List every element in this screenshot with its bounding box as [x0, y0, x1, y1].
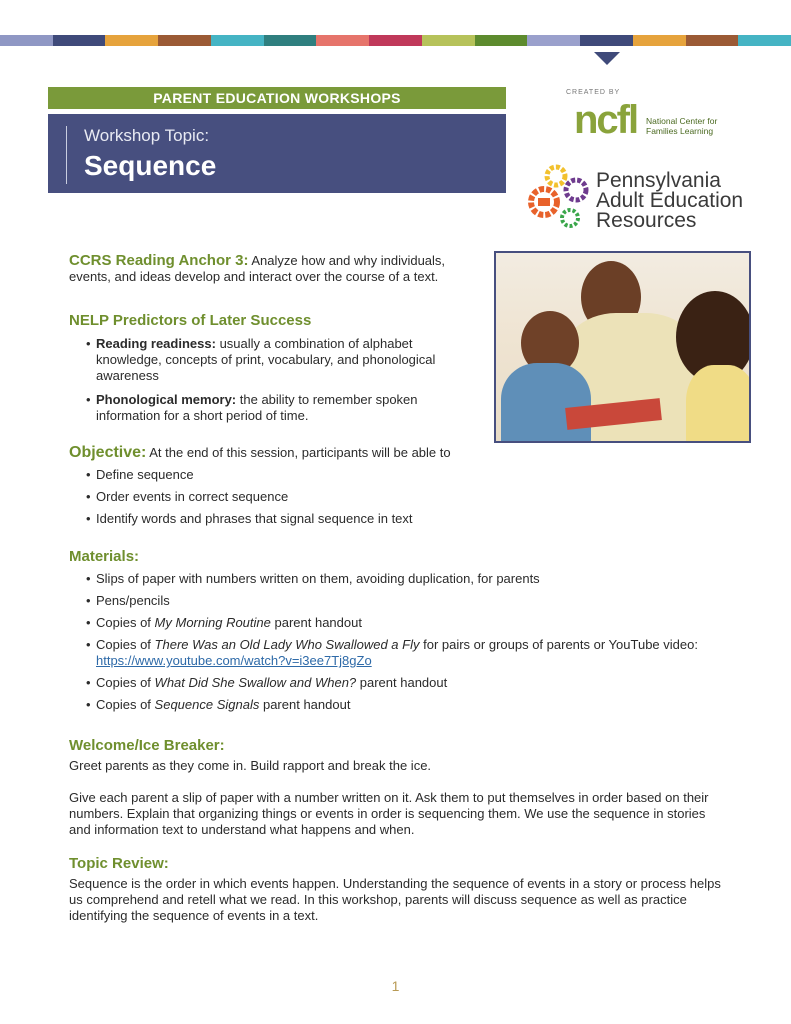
text: parent handout: [356, 675, 448, 690]
ncfl-org-line: National Center for: [646, 116, 718, 126]
term: Phonological memory:: [96, 392, 237, 407]
family-reading-photo: [494, 251, 751, 443]
welcome-paragraph: Greet parents as they come in. Build rapport and break the ice.: [69, 758, 432, 773]
list-item: • Order events in correct sequence: [69, 489, 729, 505]
definition: the ability to remember spoken information for a short period of time.: [96, 392, 418, 423]
stripe-segment: [738, 35, 791, 46]
pa-resources-wordmark: [596, 171, 743, 231]
text: Copies of: [96, 697, 155, 712]
gears-icon: [524, 162, 594, 234]
materials-heading: Materials:: [69, 548, 140, 565]
stripe-segment: [422, 35, 475, 46]
materials-list: [69, 571, 729, 713]
list-item: [69, 637, 729, 669]
list-item: [69, 615, 729, 631]
page-number: 1: [391, 978, 400, 994]
workshop-banner: PARENT EDUCATION WORKSHOPS: [48, 87, 506, 109]
ccrs-heading: CCRS Reading Anchor 3:: [69, 252, 249, 269]
stripe-segment: [53, 35, 106, 46]
stripe-segment: [369, 35, 422, 46]
welcome-paragraph: Give each parent a slip of paper with a number written on it. Ask them to put themselves in order based on their numbers. Explain that organizing things or events in order is sequencing them. We use the sequence in stories and information text to understand what happens and when.: [69, 790, 709, 837]
title: Sequence Signals: [154, 697, 260, 712]
text: parent handout: [259, 697, 351, 712]
review-heading: Topic Review:: [69, 855, 169, 872]
nelp-section: [69, 313, 479, 424]
materials-section: [69, 549, 729, 713]
pa-line: Resources: [596, 209, 697, 232]
list-item: • Identify words and phrases that signal sequence in text: [69, 511, 729, 527]
stripe-segment: [527, 35, 580, 46]
definition: usually a combination of alphabet knowledge, concepts of print, vocabulary, and phonological awareness: [96, 336, 436, 383]
stripe-segment: [158, 35, 211, 46]
stripe-segment: [0, 35, 53, 46]
stripe-segment: [105, 35, 158, 46]
photo-figure: [501, 363, 591, 443]
stripe-segment: [475, 35, 528, 46]
topic-label: Workshop Topic:: [84, 126, 210, 145]
text: Copies of: [96, 637, 155, 652]
objective-section: [69, 445, 729, 527]
objective-intro: At the end of this session, participants will be able to: [149, 445, 451, 460]
pa-line: Adult Education: [596, 189, 744, 212]
stripe-segment: [211, 35, 264, 46]
top-color-stripe: [0, 35, 791, 46]
stripe-segment: [264, 35, 317, 46]
title: My Morning Routine: [154, 615, 271, 630]
photo-figure: [686, 365, 751, 443]
list-item: [69, 392, 479, 424]
ccrs-text: Analyze how and why individuals, events, and ideas develop and interact over the course of a text.: [69, 253, 446, 284]
stripe-segment: [580, 35, 633, 46]
list-item: • Define sequence: [69, 467, 729, 483]
nelp-list: [69, 336, 479, 424]
ncfl-org-name: [646, 116, 717, 136]
objective-list: [69, 467, 729, 527]
pa-line: Pennsylvania: [596, 169, 721, 192]
list-item: • Slips of paper with numbers written on them, avoiding duplication, for parents: [69, 571, 729, 587]
ccrs-section: [69, 253, 484, 285]
topic-title: Sequence: [84, 150, 217, 181]
review-section: [69, 856, 729, 924]
nelp-heading: NELP Predictors of Later Success: [69, 312, 312, 329]
list-item: • Pens/pencils: [69, 593, 729, 609]
ncfl-org-line: Families Learning: [646, 126, 714, 136]
list-item: [69, 336, 479, 384]
welcome-heading: Welcome/Ice Breaker:: [69, 737, 225, 754]
objective-heading: Objective:: [69, 444, 147, 461]
review-paragraph: Sequence is the order in which events happen. Understanding the sequence of events in a story or process helps us comprehend and retell what we read. In this workshop, parents will discuss sequence as well as practice identifying the sequence of events in a text.: [69, 876, 721, 923]
ncfl-logo: [560, 84, 760, 154]
stripe-segment: [316, 35, 369, 46]
youtube-link[interactable]: https://www.youtube.com/watch?v=i3ee7Tj8gZo: [96, 653, 372, 668]
stripe-segment: [633, 35, 686, 46]
welcome-section: [69, 738, 729, 838]
text: parent handout: [270, 615, 362, 630]
ncfl-wordmark: ncfl: [574, 98, 638, 142]
topic-divider: [66, 126, 67, 184]
stripe-segment: [686, 35, 739, 46]
topic-box: [48, 114, 506, 193]
stripe-notch-marker: [594, 52, 620, 65]
term: Reading readiness:: [96, 336, 216, 351]
list-item: [69, 675, 729, 691]
text: Copies of: [96, 615, 155, 630]
title: There Was an Old Lady Who Swallowed a Fly: [154, 637, 420, 652]
created-by-label: CREATED BY: [566, 89, 621, 96]
title: What Did She Swallow and When?: [154, 675, 357, 690]
text: for pairs or groups of parents or YouTube video:: [419, 637, 698, 652]
text: Copies of: [96, 675, 155, 690]
list-item: [69, 697, 729, 713]
